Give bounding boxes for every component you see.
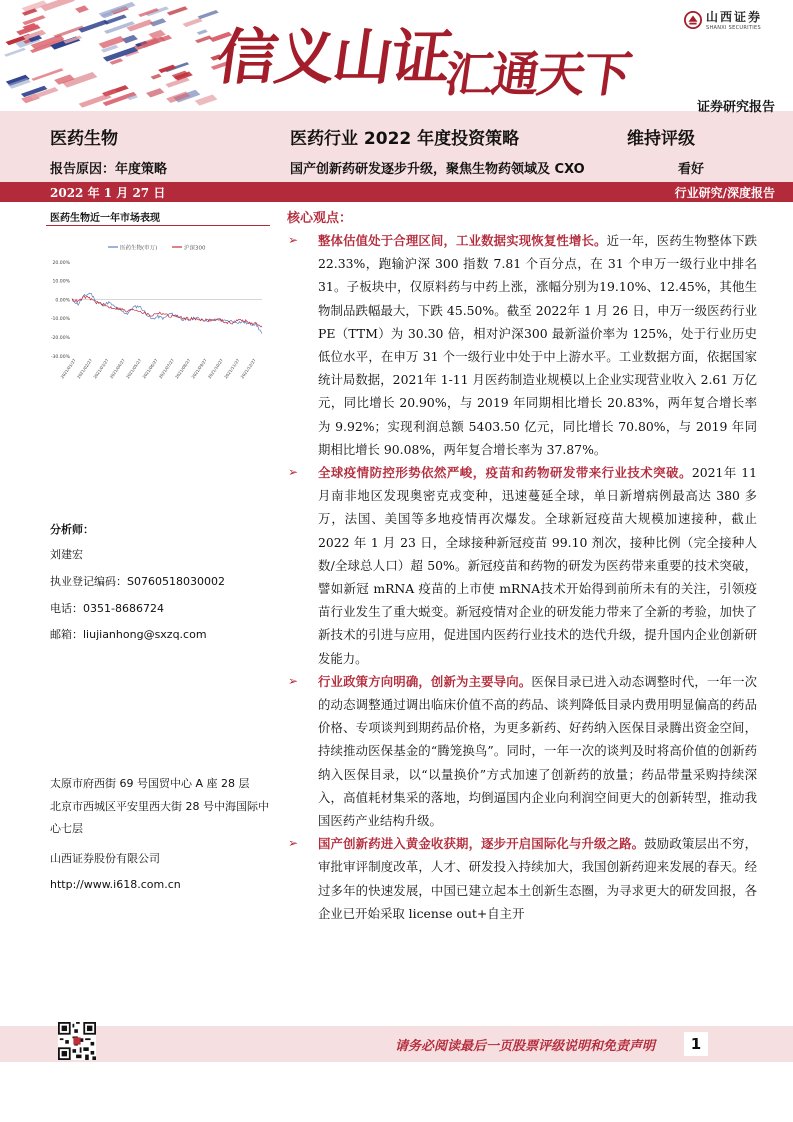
point-body: 2021年 11 月南非地区发现奥密克戎变种，迅速蔓延全球，单日新增病例最高达 380 多万，法国、美国等多地疫情再次爆发。全球新冠疫苗大规模加速接种，截止 2022 年 1 月 23 日，全球接种新冠疫苗 99.10 剂次，接种比例（完全接种人数/全球总人口）超 50%。新冠疫苗和药物的研发为医药带来重要的技术突破，譬如新冠 mRNA 疫苗的上市使 mRNA技术开始得到前所未有的关注，引领疫苗行业发生了重大蜕变。新冠疫情对企业的研发能力带来了全新的考验，加快了新技术的引进与应用，促进国内医药行业技术的迭代升级，提升国内企业创新研发能力。 (318, 465, 757, 666)
point-heading: 全球疫情防控形势依然严峻，疫苗和药物研发带来行业技术突破。 (318, 465, 692, 481)
x-tick-label: 2021/12/27 (239, 357, 257, 380)
divider (46, 225, 270, 226)
x-tick-label: 2021/03/27 (92, 357, 110, 380)
series-line (72, 296, 262, 327)
analyst-license: 执业登记编码：S0760518030002 (50, 575, 225, 588)
rating: 维持评级 (627, 129, 695, 149)
x-tick-label: 2021/07/27 (157, 357, 176, 380)
y-tick-label: -10.00% (50, 317, 70, 323)
x-tick-label: 2021/09/27 (190, 357, 208, 380)
core-point-innovation (287, 832, 757, 925)
decorative-stripe (195, 95, 218, 106)
report-date: 2022 年 1 月 27 日 (50, 186, 166, 200)
address-beijing: 北京市西城区平安里西大街 28 号中海国际中心七层 (50, 800, 269, 835)
x-tick-label: 2021/10/27 (206, 357, 225, 380)
logo-name-cn: 山西证券 (706, 10, 763, 24)
core-point-policy (287, 670, 757, 832)
date-bar (0, 182, 793, 202)
decorative-stripe (99, 2, 136, 17)
logo-mark-icon (684, 11, 702, 29)
point-heading: 国产创新药进入黄金收获期，逐步开启国际化与升级之路。 (318, 836, 645, 852)
y-tick-label: 10.00% (52, 279, 70, 285)
point-body: 鼓励政策层出不穷，审批审评制度改革，人才、研发投入持续加大，我国创新药迎来发展的春天。经过多年的快速发展，中国已建立起本土创新生态圈，为寻求更大的研发回报，各企业已开始采取 license out+自主开 (318, 836, 758, 921)
address-taiyuan: 太原市府西街 69 号国贸中心 A 座 28 层 (50, 777, 250, 790)
decorative-stripe (182, 18, 202, 27)
x-tick-label: 2021/11/27 (223, 357, 241, 380)
header-banner (0, 0, 793, 118)
report-title: 医药行业 2022 年度投资策略 (290, 129, 520, 149)
outlook: 看好 (678, 162, 705, 177)
point-body: 医保目录已进入动态调整时代，一年一次的动态调整通过调出临床价值不高的药品、谈判降低目录内费用明显偏高的药品价格、专项谈判到期药品价格，为更多新药、好药纳入医保目录腾出资金空间，持续推动医保基金的“腾笼换鸟”。同时，一年一次的谈判及时将高价值的创新药纳入医保目录，以“以量换价”方式加速了创新药的放量；药品带量采购持续深入，高值耗材集采的落地，均倒逼国内企业向利润空间更大的创新转型，推动我国医药产业结构升级。 (318, 673, 758, 829)
chart-svg (46, 236, 270, 396)
analyst-email[interactable]: 邮箱：liujianhong@sxzq.com (50, 628, 207, 641)
point-heading: 行业政策方向明确，创新为主要导向。 (318, 673, 532, 689)
point-heading: 整体估值处于合理区间，工业数据实现恢复性增长。 (318, 233, 607, 248)
core-views-title: 核心观点： (287, 211, 353, 226)
market-performance-chart (46, 236, 270, 396)
report-type-label: 证券研究报告 (696, 100, 775, 115)
legend-label: 沪深300 (184, 245, 206, 252)
x-tick-label: 2021/01/27 (59, 357, 77, 380)
y-tick-label: 0.00% (55, 298, 70, 304)
analyst-label: 分析师： (50, 523, 94, 536)
decorative-stripe (40, 0, 75, 11)
x-tick-label: 2021/06/27 (141, 357, 159, 380)
decorative-stripe (198, 10, 219, 19)
slogan-secondary: 汇通天下 (441, 47, 634, 103)
decorative-stripe (167, 6, 188, 15)
decorative-stripe (197, 29, 208, 34)
core-views (287, 229, 757, 925)
footer (0, 1026, 793, 1062)
core-point-pandemic (287, 461, 757, 670)
title-area (0, 118, 793, 182)
company-name: 山西证券股份有限公司 (50, 852, 160, 865)
logo-name-en: SHANXI SECURITIES (706, 25, 761, 31)
decorative-stripe (75, 5, 89, 13)
decorative-stripe (151, 74, 162, 80)
company-website[interactable]: http://www.i618.com.cn (50, 878, 181, 891)
y-tick-label: -30.00% (50, 354, 70, 360)
slogan-main: 信义山证 (212, 23, 455, 93)
report-subtitle: 国产创新药研发逐步升级，聚焦生物药领域及 CXO (290, 162, 585, 177)
arrow-bullet-icon: ➢ (288, 233, 299, 247)
arrow-bullet-icon: ➢ (288, 836, 299, 851)
legend-label: 医药生物(申万) (120, 245, 158, 252)
decorative-stripe (122, 35, 138, 44)
arrow-bullet-icon: ➢ (288, 673, 299, 688)
x-tick-label: 2021/04/27 (108, 357, 126, 380)
qr-code-icon (58, 1022, 96, 1060)
chart-title: 医药生物近一年市场表现 (50, 213, 160, 224)
decorative-stripe (146, 88, 164, 97)
page-number: 1 (684, 1032, 708, 1056)
series-line (72, 293, 262, 333)
x-tick-label: 2021/02/27 (75, 357, 94, 380)
decorative-stripe (195, 35, 212, 43)
analyst-name: 刘建宏 (50, 548, 83, 561)
point-body: 近一年，医药生物整体下跌 22.33%，跑输沪深 300 指数 7.81 个百分点，在 31 个申万一级行业中排名 31。子板块中，仅原料药与中药上涨，涨幅分别为19.10%、12.45%，其他生物制品跌幅最大，下跌 45.50%。截至 2022年 1 月 26 日，申万一级医药行业 PE（TTM）为 30.30 倍，相对沪深300 最新溢价率为 125%，处于行业历史低位水平，在申万 31 个一级行业中处于中上游水平。工业数据方面，依据国家统计局数据，2021年 1-11 月医药制造业规模以上企业实现营业收入 2.61 万亿元，同比增长 20.90%，与 2019 年同期相比增长 20.83%，两年复合增长率为 9.92%；实现利润总额 5403.50 亿元，同比增长 70.80%，与 2019 年同期相比增长 90.08%，两年复合增长率为 37.87%。 (318, 233, 758, 457)
banner-base (0, 111, 793, 118)
report-reason: 报告原因：年度策略 (50, 162, 168, 177)
disclaimer-notice: 请务必阅读最后一页股票评级说明和免责声明 (394, 1039, 655, 1054)
decorative-stripe (4, 48, 26, 57)
company-logo (684, 8, 762, 31)
y-tick-label: -20.00% (50, 336, 70, 341)
analyst-phone: 电话：0351-8686724 (50, 602, 164, 615)
arrow-bullet-icon: ➢ (288, 465, 299, 480)
x-tick-label: 2021/08/27 (174, 357, 192, 380)
core-point-valuation (287, 229, 757, 461)
y-tick-label: 20.00% (52, 260, 70, 266)
industry-name: 医药生物 (50, 129, 118, 149)
x-tick-label: 2021/05/27 (124, 357, 143, 380)
report-category: 行业研究/深度报告 (674, 186, 775, 200)
